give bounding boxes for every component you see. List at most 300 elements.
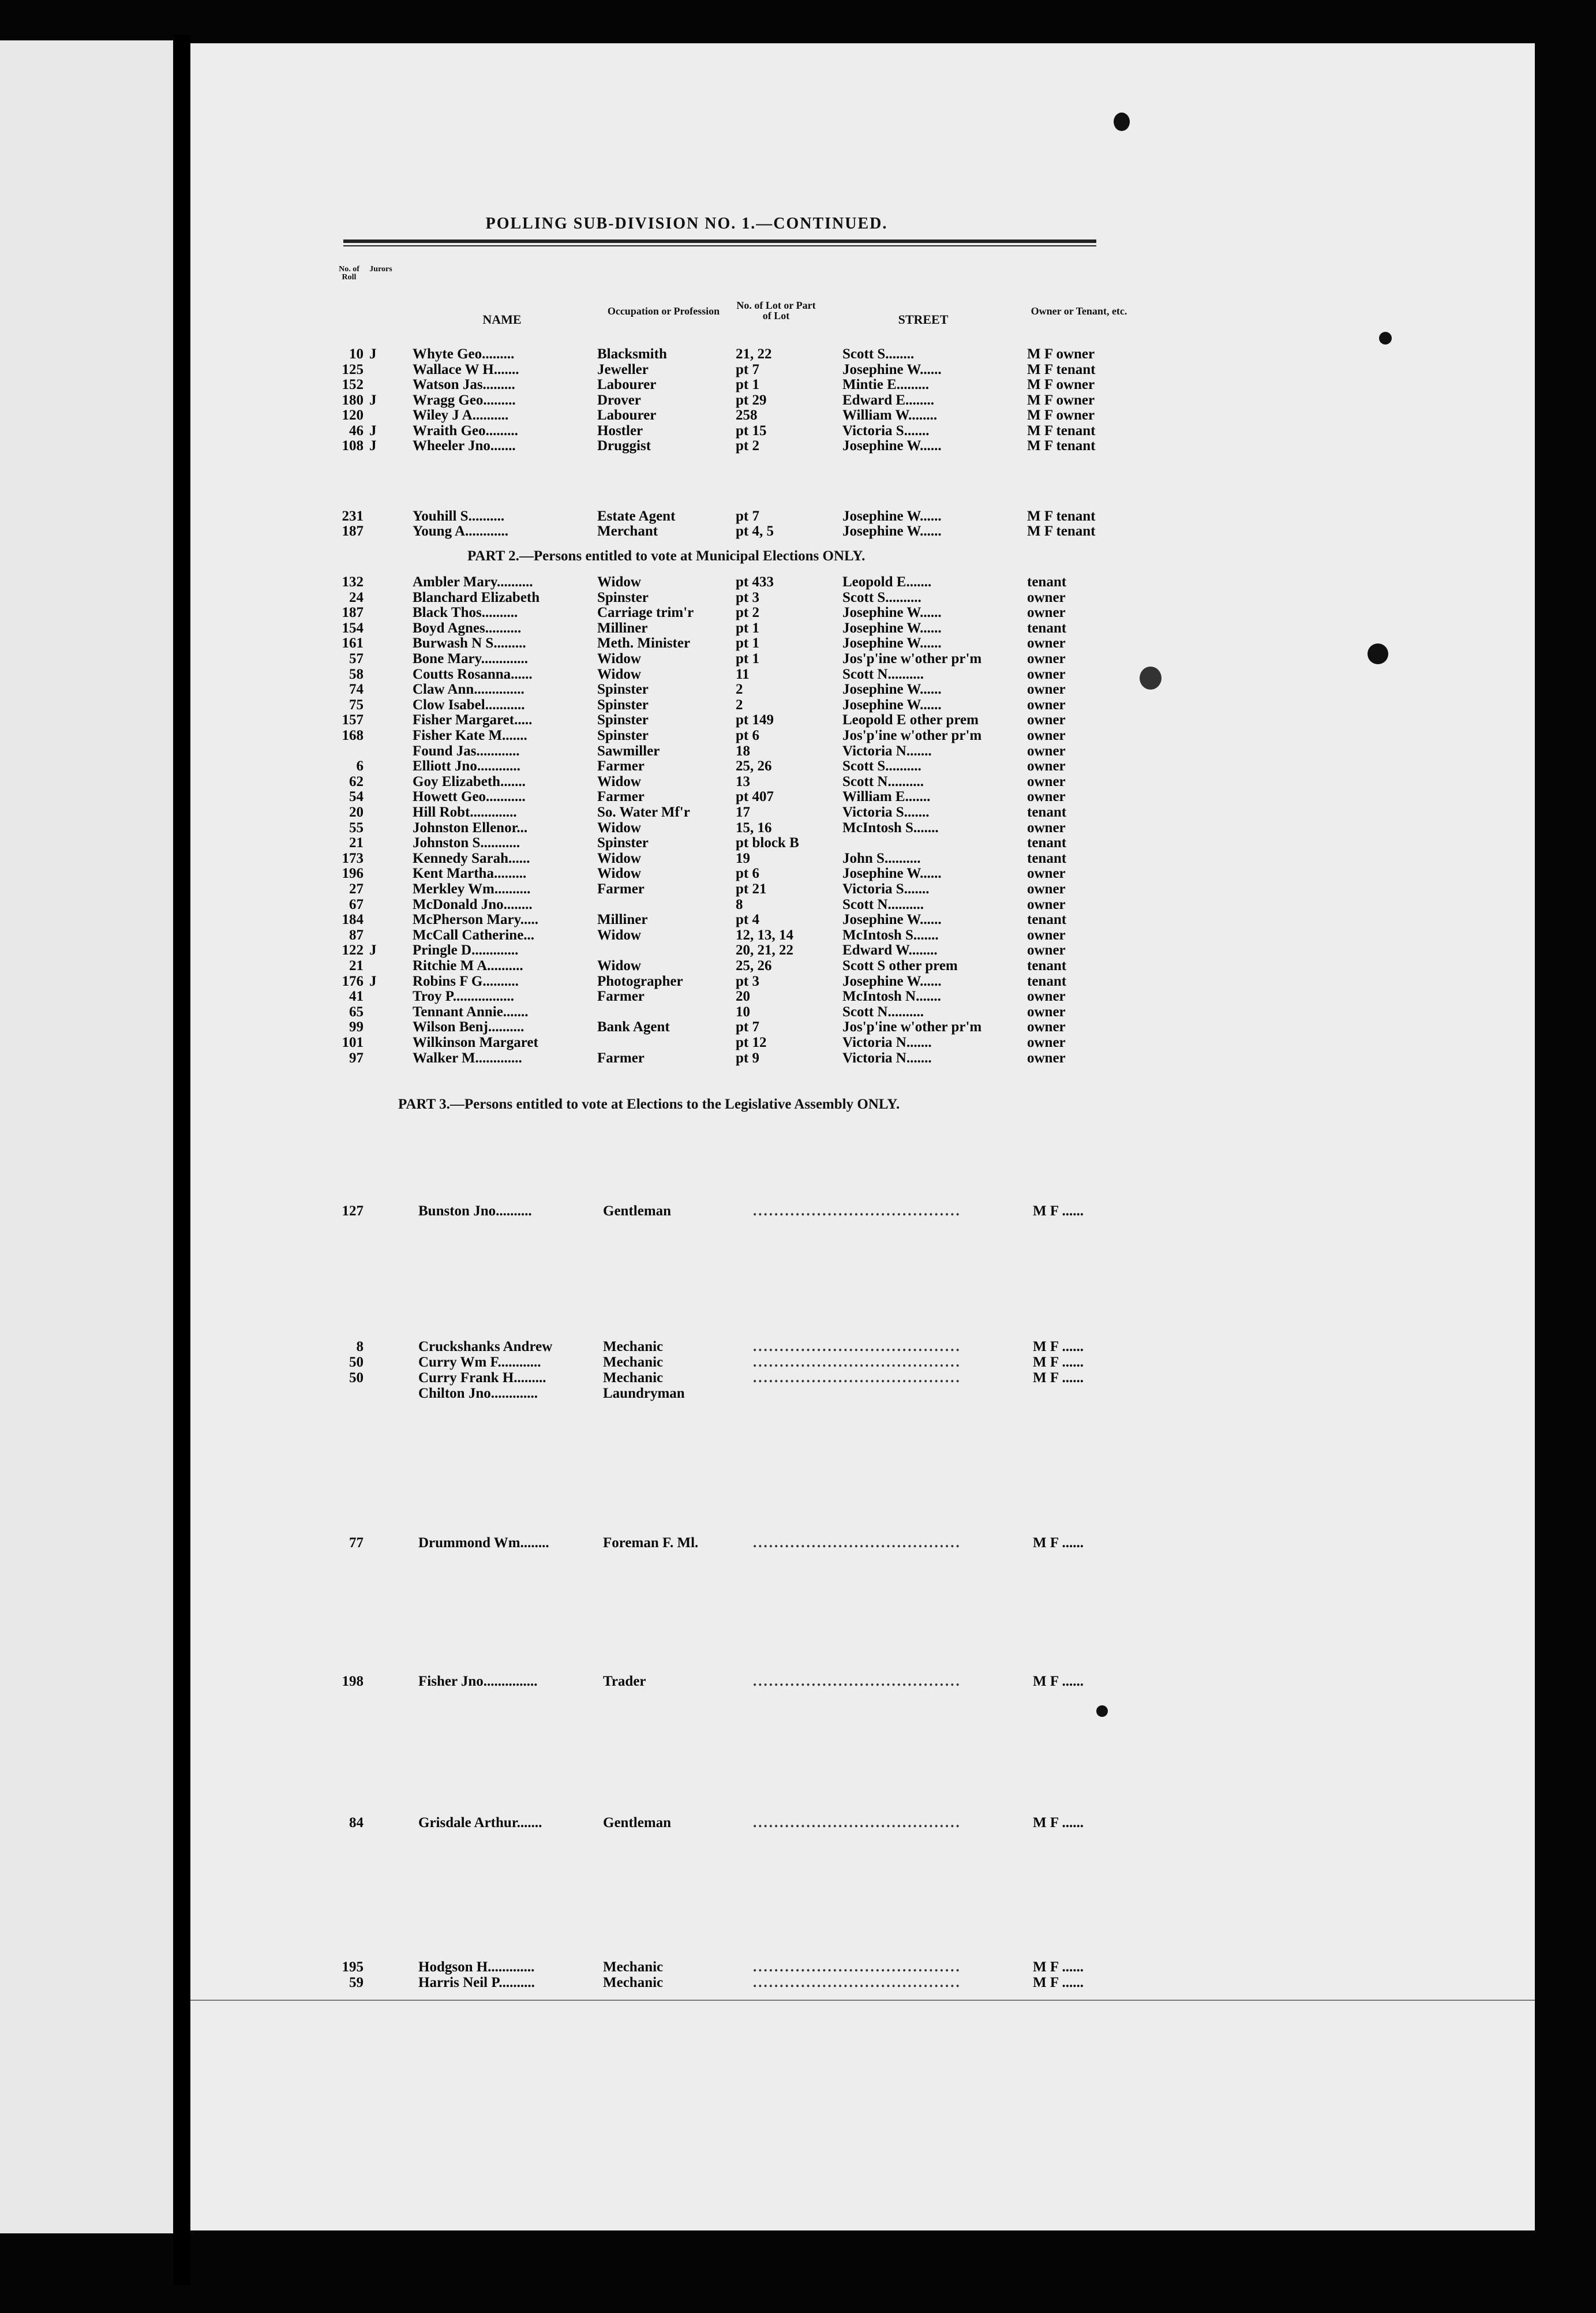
cell-j: J [369,973,377,989]
scan-speck [1140,667,1162,690]
cell-name: Fisher Margaret..... [413,712,533,728]
cell-dots: ....................................... [753,1370,961,1386]
cell-dots: ....................................... [753,1815,961,1831]
cell-name: Merkley Wm.......... [413,881,531,897]
cell-owner: tenant [1027,958,1067,974]
table-row [190,508,1171,524]
cell-occ: Widow [597,574,641,590]
cell-owner: M F tenant [1027,361,1096,377]
cell-occ: Bank Agent [597,1019,670,1035]
table-row [190,1975,1171,1991]
cell-occ: Laundryman [603,1386,685,1401]
cell-name: Claw Ann.............. [413,682,524,698]
cell-no: 196 [342,866,364,882]
cell-lot: 11 [736,666,750,682]
cell-street: Josephine W...... [842,973,942,989]
cell-name: Grisdale Arthur....... [418,1815,542,1831]
cell-no: 75 [349,697,364,713]
cell-occ: Widow [597,866,641,882]
cell-street: Victoria S....... [842,804,930,820]
cell-occ: Labourer [597,377,657,392]
cell-name: Wilkinson Margaret [413,1035,538,1050]
cell-owner: owner [1027,1004,1066,1020]
table-row [190,1535,1171,1551]
cell-owner: owner [1027,1050,1066,1066]
cell-owner: owner [1027,743,1066,759]
cell-no: 62 [349,773,364,789]
cell-name: Coutts Rosanna...... [413,666,533,682]
cell-occ: Milliner [597,620,648,636]
cell-owner: M F tenant [1027,523,1096,539]
cell-lot: pt 7 [736,1019,759,1035]
cell-name: Drummond Wm........ [418,1535,549,1551]
cell-street: Josephine W...... [842,361,942,377]
cell-name: Wiley J A.......... [413,407,509,423]
cell-street: Josephine W...... [842,912,942,928]
cell-no: 67 [349,896,364,912]
cell-occ: Drover [597,392,641,408]
cell-dots: ....................................... [753,1975,961,1990]
cell-no: 97 [349,1050,364,1066]
cell-street: Scott N.......... [842,666,924,682]
cell-no: 65 [349,1004,364,1020]
table-row [190,667,1171,682]
cell-no: 127 [342,1203,364,1219]
table-row [190,1339,1171,1355]
cell-owner: M F tenant [1027,508,1096,524]
cell-name: Hill Robt............. [413,804,517,820]
cell-name: Wallace W H....... [413,361,519,377]
cell-no: 168 [342,728,364,743]
cell-name: Chilton Jno............. [418,1386,538,1401]
table-row [190,1386,1171,1402]
cell-occ: Spinster [597,728,649,743]
cell-lot: 8 [736,896,743,912]
cell-owner: tenant [1027,620,1067,636]
cell-owner: tenant [1027,912,1067,928]
cell-owner: owner [1027,1035,1066,1050]
heading-rule [343,239,1096,243]
cell-j: J [369,422,377,439]
cell-name: Wragg Geo......... [413,392,516,408]
cell-name: McPherson Mary..... [413,912,539,928]
cell-street: Jos'p'ine w'other pr'm [842,728,982,743]
cell-occ: So. Water Mf'r [597,804,690,820]
cell-name: Black Thos.......... [413,605,518,621]
cell-lot: pt 433 [736,574,774,590]
cell-no: 21 [349,958,364,974]
cell-lot: pt 2 [736,438,759,454]
cell-occ: Hostler [597,422,643,439]
cell-lot: 2 [736,697,743,713]
cell-no: 154 [342,620,364,636]
cell-lot: pt 7 [736,361,759,377]
cell-owner: owner [1027,896,1066,912]
cell-street: Josephine W...... [842,438,942,454]
cell-occ: Mechanic [603,1370,664,1386]
col-head-name: NAME [482,312,522,327]
cell-owner: owner [1027,927,1066,943]
cell-no: 184 [342,912,364,928]
cell-name: Wheeler Jno....... [413,438,516,454]
cell-occ: Spinster [597,682,649,698]
cell-lot: pt 149 [736,712,774,728]
table-row [190,728,1171,743]
cell-owner: owner [1027,697,1066,713]
cell-name: Young A............ [413,523,509,539]
cell-no: 59 [349,1975,364,1990]
cell-lot: pt 1 [736,651,759,667]
cell-no: 10 [349,346,364,362]
cell-owner: owner [1027,651,1066,667]
col-head-occupation: Occupation or Profession [607,305,720,317]
adjacent-page-strip [0,40,173,2233]
cell-dots: ....................................... [753,1959,961,1975]
cell-street: Josephine W...... [842,605,942,621]
cell-occ: Spinster [597,712,649,728]
cell-mf: M F ...... [1033,1535,1084,1551]
cell-owner: M F owner [1027,346,1095,362]
cell-mf: M F ...... [1033,1203,1084,1219]
cell-lot: pt 1 [736,635,759,652]
cell-occ: Blacksmith [597,346,667,362]
cell-street: Jos'p'ine w'other pr'm [842,651,982,667]
table-row [190,423,1171,439]
scan-speck [1096,1705,1108,1717]
cell-no: 21 [349,835,364,851]
cell-no: 108 [342,438,364,454]
cell-name: Fisher Kate M....... [413,728,527,743]
cell-name: Burwash N S......... [413,635,526,652]
table-row [190,1815,1171,1831]
cell-occ: Labourer [597,407,657,423]
cell-name: Bone Mary............. [413,651,528,667]
cell-occ: Widow [597,850,641,866]
cell-no: 132 [342,574,364,590]
cell-occ: Jeweller [597,361,649,377]
cell-lot: pt 4 [736,912,759,928]
cell-lot: 19 [736,850,750,866]
cell-owner: owner [1027,819,1066,836]
cell-lot: pt 9 [736,1050,759,1066]
cell-name: Clow Isabel........... [413,697,525,713]
cell-name: Fisher Jno............... [418,1674,538,1689]
cell-lot: 13 [736,773,750,789]
cell-occ: Spinster [597,697,649,713]
cell-street: Leopold E other prem [842,712,979,728]
cell-mf: M F ...... [1033,1339,1084,1354]
cell-street: William E....... [842,789,931,805]
table-row [190,682,1171,697]
cell-name: Whyte Geo......... [413,346,515,362]
cell-occ: Estate Agent [597,508,676,524]
table-row [190,789,1171,804]
cell-no: 77 [349,1535,364,1551]
cell-lot: 18 [736,743,750,759]
cell-name: Boyd Agnes.......... [413,620,522,636]
cell-j: J [369,438,377,454]
cell-occ: Farmer [597,881,645,897]
cell-lot: pt 21 [736,881,767,897]
table-row [190,1354,1171,1371]
cell-owner: owner [1027,605,1066,621]
cell-lot: pt 3 [736,589,759,605]
document-page [190,43,1535,2230]
table-row [190,1004,1171,1020]
cell-occ: Mechanic [603,1339,664,1354]
cell-occ: Carriage trim'r [597,605,694,621]
cell-no: 157 [342,712,364,728]
cell-street: Edward E........ [842,392,935,408]
cell-occ: Widow [597,651,641,667]
cell-owner: M F owner [1027,377,1095,392]
cell-lot: pt 15 [736,422,767,439]
cell-no: 99 [349,1019,364,1035]
cell-lot: pt block B [736,835,799,851]
cell-owner: owner [1027,682,1066,698]
cell-name: Ritchie M A.......... [413,958,523,974]
part2-title: PART 2.—Persons entitled to vote at Municipal Elections ONLY. [467,548,866,564]
cell-occ: Widow [597,927,641,943]
cell-name: Ambler Mary.......... [413,574,533,590]
cell-occ: Mechanic [603,1354,664,1370]
cell-occ: Widow [597,666,641,682]
cell-owner: tenant [1027,835,1067,851]
cell-no: 173 [342,850,364,866]
cell-street: Victoria N....... [842,743,932,759]
table-row [190,958,1171,974]
cell-street: Victoria N....... [842,1050,932,1066]
cell-no: 198 [342,1674,364,1689]
cell-street: Scott S........ [842,346,915,362]
table-row [190,1050,1171,1066]
cell-lot: 258 [736,407,758,423]
cell-owner: M F owner [1027,392,1095,408]
table-row [190,1370,1171,1386]
cell-street: Victoria N....... [842,1035,932,1050]
cell-occ: Widow [597,819,641,836]
cell-occ: Photographer [597,973,683,989]
col-head-jurors: Jurors [369,265,392,274]
table-row [190,866,1171,881]
cell-mf: M F ...... [1033,1815,1084,1831]
cell-occ: Merchant [597,523,658,539]
cell-no: 101 [342,1035,364,1050]
cell-dots: ....................................... [753,1354,961,1370]
cell-lot: pt 12 [736,1035,767,1050]
cell-no: 20 [349,804,364,820]
cell-no: 55 [349,819,364,836]
cell-lot: pt 6 [736,728,759,743]
cell-owner: owner [1027,866,1066,882]
table-row [190,1019,1171,1035]
cell-lot: 20 [736,989,750,1005]
table-row [190,897,1171,912]
cell-street: Scott N.......... [842,773,924,789]
cell-name: Troy P................. [413,989,514,1005]
table-row [190,774,1171,789]
cell-lot: pt 29 [736,392,767,408]
cell-owner: owner [1027,773,1066,789]
table-row [190,523,1171,539]
table-row [190,820,1171,836]
table-row [190,407,1171,423]
cell-street: Josephine W...... [842,508,942,524]
cell-street: McIntosh N....... [842,989,941,1005]
cell-owner: tenant [1027,850,1067,866]
table-row [190,989,1171,1004]
cell-street: Scott N.......... [842,896,924,912]
cell-no: 120 [342,407,364,423]
cell-street: William W........ [842,407,938,423]
cell-street: Jos'p'ine w'other pr'm [842,1019,982,1035]
cell-lot: pt 3 [736,973,759,989]
cell-occ: Farmer [597,1050,645,1066]
cell-mf: M F ...... [1033,1370,1084,1386]
cell-occ: Meth. Minister [597,635,691,652]
cell-occ: Gentleman [603,1203,672,1219]
cell-name: Harris Neil P.......... [418,1975,535,1990]
cell-owner: owner [1027,589,1066,605]
cell-owner: tenant [1027,804,1067,820]
cell-mf: M F ...... [1033,1354,1084,1370]
col-head-street: STREET [898,312,949,327]
cell-lot: 17 [736,804,750,820]
cell-street: Scott S.......... [842,589,921,605]
cell-owner: M F owner [1027,407,1095,423]
cell-dots: ....................................... [753,1339,961,1354]
cell-name: Blanchard Elizabeth [413,589,540,605]
table-row [190,377,1171,392]
cell-street: Josephine W...... [842,682,942,698]
col-head-owner: Owner or Tenant, etc. [1031,305,1127,317]
cell-lot: pt 1 [736,620,759,636]
cell-no: 50 [349,1370,364,1386]
cell-name: Walker M............. [413,1050,522,1066]
cell-street: Victoria S....... [842,881,930,897]
cell-occ: Trader [603,1674,646,1689]
cell-street: Scott N.......... [842,1004,924,1020]
cell-lot: 25, 26 [736,758,772,774]
cell-name: Howett Geo........... [413,789,526,805]
cell-owner: M F tenant [1027,438,1096,454]
cell-owner: owner [1027,712,1066,728]
cell-no: 187 [342,605,364,621]
cell-no: 187 [342,523,364,539]
page-gutter [173,35,190,2285]
cell-street: Edward W........ [842,942,938,959]
cell-no: 195 [342,1959,364,1975]
cell-no: 24 [349,589,364,605]
cell-street: Scott S other prem [842,958,958,974]
table-row [190,743,1171,759]
cell-no: 6 [356,758,364,774]
cell-name: Kent Martha......... [413,866,527,882]
cell-lot: pt 407 [736,789,774,805]
cell-occ: Farmer [597,989,645,1005]
cell-street: John S.......... [842,850,921,866]
cell-street: Victoria S....... [842,422,930,439]
cell-name: Hodgson H............. [418,1959,535,1975]
table-row [190,651,1171,667]
cell-no: 176 [342,973,364,989]
table-row [190,974,1171,989]
cell-occ: Spinster [597,835,649,851]
cell-name: Tennant Annie....... [413,1004,529,1020]
cell-occ: Mechanic [603,1975,664,1990]
table-row [190,851,1171,866]
cell-occ: Spinster [597,589,649,605]
cell-no: 87 [349,927,364,943]
table-row [190,590,1171,605]
table-row [190,912,1171,927]
cell-name: Bunston Jno.......... [418,1203,532,1219]
scan-speck [1379,332,1392,345]
cell-lot: 15, 16 [736,819,772,836]
cell-dots: ....................................... [753,1203,961,1219]
table-row [190,620,1171,636]
cell-dots: ....................................... [753,1535,961,1551]
cell-name: Curry Wm F............ [418,1354,541,1370]
cell-owner: owner [1027,758,1066,774]
table-row [190,1035,1171,1050]
cell-lot: pt 4, 5 [736,523,774,539]
cell-no: 125 [342,361,364,377]
heading-rule-thin [343,245,1096,246]
cell-lot: 21, 22 [736,346,772,362]
table-row [190,697,1171,713]
cell-lot: pt 1 [736,377,759,392]
table-row [190,605,1171,620]
cell-occ: Widow [597,773,641,789]
cell-owner: M F tenant [1027,422,1096,439]
table-row [190,346,1171,362]
cell-street: Josephine W...... [842,620,942,636]
cell-name: Cruckshanks Andrew [418,1339,553,1354]
cell-occ: Gentleman [603,1815,672,1831]
cell-no: 152 [342,377,364,392]
scan-speck [1368,643,1388,664]
cell-street: McIntosh S....... [842,819,939,836]
cell-no: 46 [349,422,364,439]
cell-lot: 2 [736,682,743,698]
cell-owner: owner [1027,942,1066,959]
cell-street: Josephine W...... [842,523,942,539]
cell-name: Watson Jas......... [413,377,515,392]
cell-lot: 12, 13, 14 [736,927,793,943]
table-row [190,1674,1171,1690]
cell-no: 54 [349,789,364,805]
cell-no: 84 [349,1815,364,1831]
cell-dots: ....................................... [753,1674,961,1689]
cell-owner: owner [1027,989,1066,1005]
table-row [190,392,1171,408]
cell-owner: owner [1027,666,1066,682]
cell-street: Josephine W...... [842,866,942,882]
cell-occ: Druggist [597,438,651,454]
cell-occ: Farmer [597,789,645,805]
cell-occ: Mechanic [603,1959,664,1975]
table-row [190,927,1171,943]
cell-occ: Milliner [597,912,648,928]
cell-j: J [369,942,377,959]
cell-name: Curry Frank H......... [418,1370,546,1386]
cell-owner: owner [1027,881,1066,897]
cell-lot: 20, 21, 22 [736,942,793,959]
cell-no: 50 [349,1354,364,1370]
cell-name: Wilson Benj.......... [413,1019,524,1035]
cell-no: 27 [349,881,364,897]
